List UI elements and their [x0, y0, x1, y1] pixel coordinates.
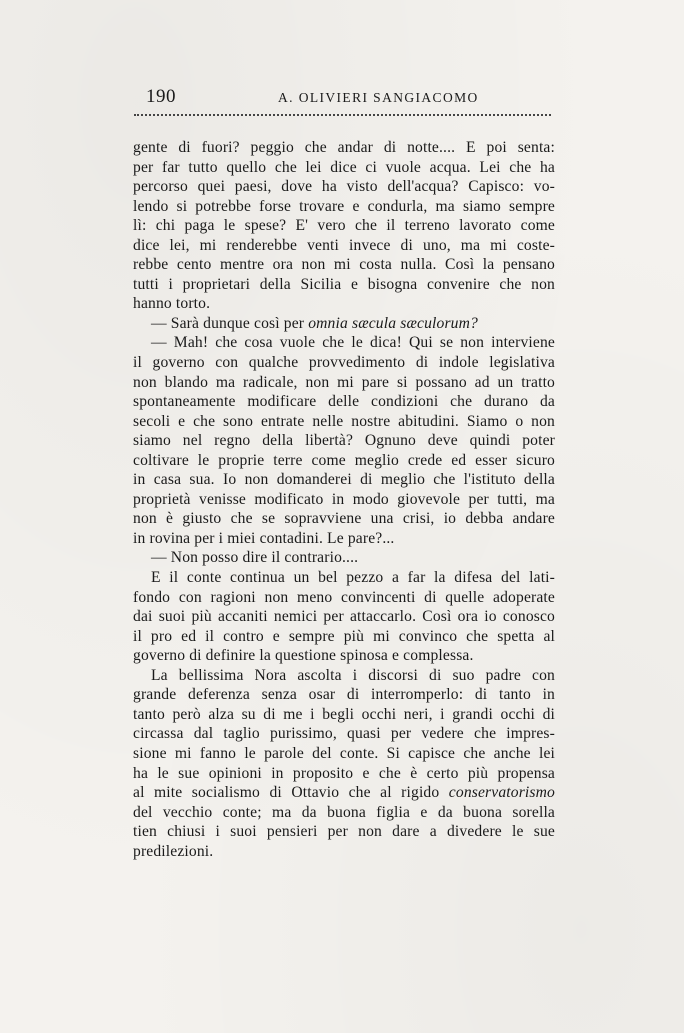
page-number: 190 — [146, 86, 176, 107]
text-line-content: ha le sue opinioni in proposito e che è certo più propensa — [133, 764, 555, 782]
text-line-content: in casa sua. Io non domanderei di meglio che l'istituto della — [133, 471, 555, 489]
text-line-content: — Non posso dire il contrario.... — [151, 549, 359, 567]
text-line-content: predilezioni. — [133, 842, 214, 860]
text-line-content: dai suoi più accaniti nemici per attaccarlo. Così ora io conosco — [133, 608, 555, 626]
text-line-content: tanto però alza su di me i begli occhi neri, i grandi occhi di — [133, 705, 555, 723]
text-line-content: gente di fuori? peggio che andar di notte.... E poi senta: — [133, 139, 555, 156]
text-line-content: E il conte continua un bel pezzo a far la difesa del lati- — [151, 569, 555, 587]
text-line-content: secoli e che sono entrate nelle nostre abitudini. Siamo o non — [133, 412, 555, 430]
text-line — [133, 490, 555, 510]
text-line — [133, 705, 555, 725]
text-line — [133, 373, 555, 393]
text-line — [133, 724, 555, 744]
text-line-content: non blando ma radicale, non mi pare si possano ad un tratto — [133, 373, 555, 391]
text-line — [133, 803, 555, 823]
text-line — [133, 744, 555, 764]
text-line-content: il pro ed il contro e sempre più mi convinco che spetta al — [133, 627, 555, 645]
running-title: A. OLIVIERI SANGIACOMO — [278, 90, 479, 105]
text-line — [133, 627, 555, 647]
text-line-content: sione mi fanno le parole del conte. Si capisce che anche lei — [133, 744, 555, 762]
text-line — [133, 431, 555, 451]
text-line-content: spontaneamente modificare delle condizioni che durano da — [133, 393, 555, 411]
text-line — [133, 158, 555, 178]
text-line — [133, 294, 555, 314]
text-line-content: al mite socialismo di Ottavio che al rigido — [133, 784, 449, 802]
text-line-content: lendo si potrebbe forse trovare e condurla, ma siamo sempre — [133, 197, 555, 215]
text-line — [133, 685, 555, 705]
text-line-content: coltivare le proprie terre come meglio crede ed esser sicuro — [133, 451, 555, 469]
text-line — [133, 509, 555, 529]
text-line-content: La bellissima Nora ascolta i discorsi di suo padre con — [151, 666, 555, 684]
text-line — [133, 333, 555, 353]
text-line — [133, 236, 555, 256]
text-line — [133, 138, 555, 158]
text-line-content: — Sarà dunque così per — [151, 314, 309, 332]
header-divider — [134, 114, 551, 116]
text-line-content: per far tutto quello che lei dice ci vuole acqua. Lei che ha — [133, 158, 555, 176]
running-head — [132, 86, 552, 116]
text-line — [133, 451, 555, 471]
text-line — [133, 197, 555, 217]
body-text — [133, 138, 555, 861]
text-line-content: proprietà venisse modificato in modo giovevole per tutti, ma — [133, 490, 555, 508]
text-line — [133, 177, 555, 197]
text-line — [133, 568, 555, 588]
text-line-content: del vecchio conte; ma da buona figlia e da buona sorella — [133, 803, 555, 821]
text-line — [133, 412, 555, 432]
text-line-content: — Mah! che cosa vuole che le dica! Qui se non interviene — [151, 334, 555, 352]
text-line-content: fondo con ragioni non meno convincenti di quelle adoperate — [133, 588, 555, 606]
text-line-content: dice lei, mi renderebbe venti invece di uno, ma mi coste- — [133, 236, 555, 254]
text-line-content: in rovina per i miei contadini. Le pare?... — [133, 529, 395, 547]
text-line-content: lì: chi paga le spese? E' vero che il terreno lavorato come — [133, 217, 555, 235]
text-line — [133, 216, 555, 236]
text-line-content: percorso quei paesi, dove ha visto dell'acqua? Capisco: vo- — [133, 178, 555, 196]
text-line-content: rebbe cento mentre ora non mi costa nulla. Così la pensano — [133, 256, 555, 274]
text-line-content: non è giusto che se sopravviene una crisi, io debba andare — [133, 510, 555, 528]
text-line-content: hanno torto. — [133, 295, 211, 313]
text-line-content: tutti i proprietari della Sicilia e bisogna convenire che non — [133, 275, 555, 293]
text-line-content: governo di definire la questione spinosa e complessa. — [133, 647, 474, 665]
text-line — [133, 353, 555, 373]
text-line — [133, 666, 555, 686]
text-line — [133, 470, 555, 490]
text-line — [133, 646, 555, 666]
text-line — [133, 822, 555, 842]
text-line-content: tien chiusi i suoi pensieri per non dare a divedere le sue — [133, 823, 555, 841]
text-line — [133, 548, 555, 568]
text-line — [133, 314, 555, 334]
text-line — [133, 842, 555, 862]
italic-phrase: conservatorismo — [448, 784, 555, 802]
text-line — [133, 392, 555, 412]
text-line — [133, 255, 555, 275]
text-line-content: circassa dal taglio purissimo, quasi per vedere che impres- — [133, 725, 555, 743]
text-line — [133, 607, 555, 627]
text-line — [133, 529, 555, 549]
italic-phrase: omnia sæcula sæculorum? — [308, 314, 478, 332]
text-line — [133, 275, 555, 295]
text-line-content: il governo con qualche provvedimento di indole legislativa — [133, 354, 555, 372]
text-line — [133, 783, 555, 803]
text-line-content: siamo nel regno della libertà? Ognuno deve quindi poter — [133, 432, 555, 450]
text-line-content: grande deferenza senza osar di interromperlo: di tanto in — [133, 686, 555, 704]
text-line — [133, 588, 555, 608]
text-line — [133, 764, 555, 784]
